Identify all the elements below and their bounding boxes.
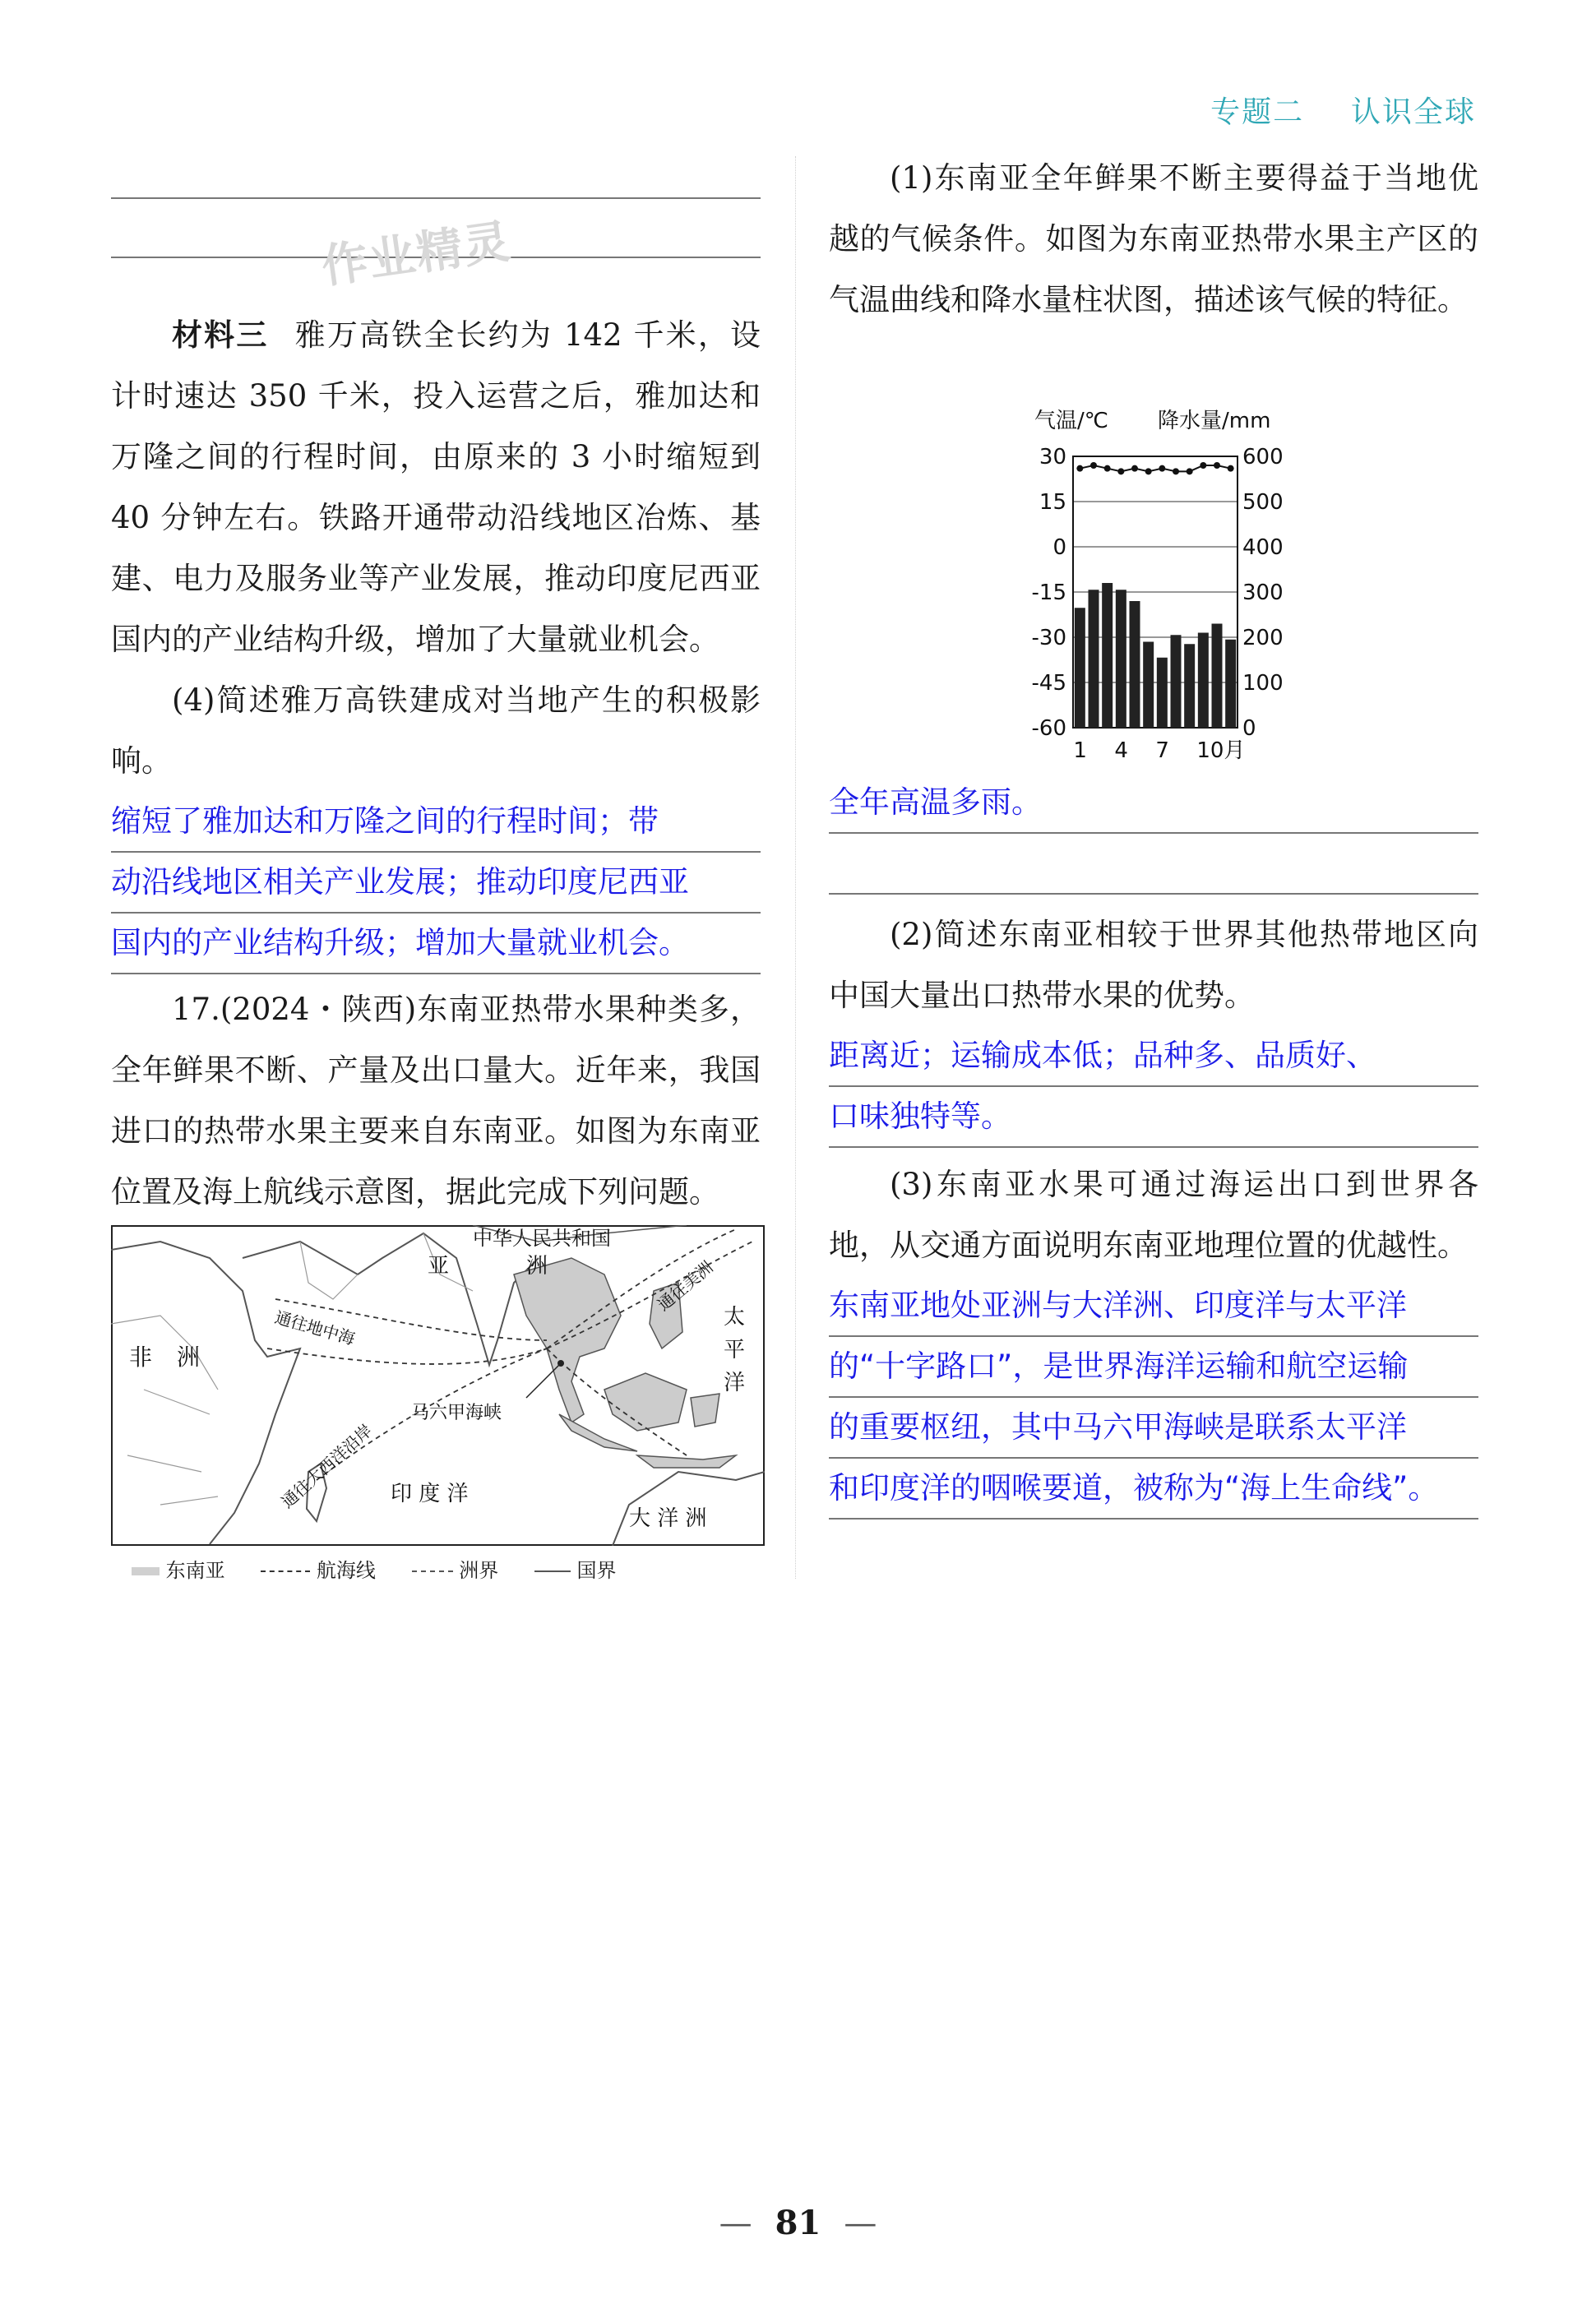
chart-x-tick-label: 4 — [1114, 738, 1128, 763]
answer-line: 的重要枢纽，其中马六甲海峡是联系太平洋 — [829, 1398, 1478, 1459]
label-to-mediterranean: 通往地中海 — [272, 1307, 358, 1349]
legend-swatch-shade — [132, 1567, 160, 1575]
question-4: (4)简述雅万高铁建成对当地产生的积极影响。 — [111, 682, 761, 779]
label-malacca: 马六甲海峡 — [411, 1403, 502, 1423]
material-paragraph — [111, 304, 761, 670]
label-africa-2: 洲 — [177, 1344, 201, 1371]
chart-bar — [1143, 642, 1154, 729]
chart-bar — [1116, 590, 1126, 728]
legend-country-border: 国界 — [576, 1559, 617, 1582]
label-indian-ocean: 印 度 洋 — [391, 1482, 469, 1506]
chart-point — [1104, 465, 1111, 472]
page-number-value: 81 — [775, 2204, 821, 2242]
material-text: 雅万高铁全长约为 142 千米，设计时速达 350 千米，投入运营之后，雅加达和万隆之间的行程时间，由原来的 3 小时缩短到 40 分钟左右。铁路开通带动沿线地区冶炼、基建、电力及服务业等产业发展，推动印度尼西亚国内的产业结构升级，增加了大量就业机会。 — [111, 317, 761, 657]
map-legend — [132, 1554, 616, 1583]
legend-continent-border: 洲界 — [459, 1559, 499, 1582]
label-asia-1: 亚 — [428, 1254, 450, 1279]
chart-bar — [1102, 583, 1113, 728]
chart-bar — [1089, 590, 1099, 728]
right-column-top — [829, 148, 1478, 331]
chart-x-tick-label: 1 — [1073, 738, 1087, 763]
chart-temperature-line — [1080, 465, 1230, 471]
legend-swatch-continent — [412, 1570, 453, 1572]
page-header — [1210, 89, 1476, 131]
chart-point — [1145, 468, 1152, 474]
legend-swatch-country — [534, 1570, 571, 1572]
chart-tick-label-left: 0 — [1052, 535, 1066, 560]
legend-shipping: 航海线 — [316, 1559, 376, 1582]
chart-bar — [1157, 658, 1168, 728]
chart-point — [1200, 462, 1206, 469]
chart-bar — [1075, 608, 1085, 728]
climate-chart-svg — [1011, 403, 1307, 769]
label-to-atlantic: 通往大西洋沿岸 — [277, 1420, 377, 1512]
answer-line: 东南亚地处亚洲与大洋洲、印度洋与太平洋 — [829, 1276, 1478, 1337]
chart-tick-label-left: -30 — [1031, 626, 1066, 650]
column-divider — [795, 156, 796, 1579]
label-pacific-2: 平 — [724, 1338, 746, 1362]
answer-3 — [829, 1276, 1478, 1520]
answer-blank-line — [111, 164, 761, 199]
legend-swatch-dashed — [261, 1570, 310, 1572]
answer-2 — [829, 1026, 1478, 1148]
answer-blank-line — [829, 834, 1478, 895]
label-pacific-1: 太 — [724, 1305, 746, 1330]
answer-line: 口味独特等。 — [829, 1087, 1478, 1148]
chart-bar — [1198, 633, 1209, 729]
answer-4 — [111, 792, 761, 974]
southeast-asia-map — [111, 1225, 765, 1546]
chart-tick-label-left: -15 — [1031, 581, 1066, 605]
chart-point — [1173, 468, 1179, 474]
answer-line: 缩短了雅加达和万隆之间的行程时间；带 — [111, 792, 761, 853]
question-3: (3)东南亚水果可通过海运出口到世界各地，从交通方面说明东南亚地理位置的优越性。 — [829, 1167, 1478, 1263]
map-graphic — [111, 1225, 765, 1546]
chart-point — [1090, 462, 1097, 469]
answer-line: 的“十字路口”，是世界海洋运输和航空运输 — [829, 1337, 1478, 1398]
chart-tick-label-left: -45 — [1031, 671, 1066, 696]
chart-tick-label-right: 500 — [1242, 490, 1284, 515]
label-pacific-3: 洋 — [724, 1371, 746, 1395]
watermark: 作业精灵 — [318, 215, 516, 294]
answer-line: 动沿线地区相关产业发展；推动印度尼西亚 — [111, 853, 761, 914]
chart-x-tick-label: 7 — [1155, 738, 1169, 763]
label-oceania: 大 洋 洲 — [629, 1506, 707, 1531]
chart-tick-label-left: -60 — [1031, 716, 1066, 741]
chart-point — [1187, 468, 1193, 474]
answer-line: 距离近；运输成本低；品种多、品质好、 — [829, 1026, 1478, 1087]
material-label: 材料三 — [172, 317, 269, 353]
chart-tick-label-left: 15 — [1039, 490, 1066, 515]
chart-tick-label-right: 300 — [1242, 581, 1284, 605]
chart-bar — [1130, 601, 1140, 728]
page-number: — 81 — — [719, 2204, 877, 2242]
chart-bar — [1225, 640, 1236, 728]
label-asia-2: 洲 — [526, 1254, 548, 1279]
chart-ylabel-left: 气温/℃ — [1034, 409, 1108, 433]
chart-x-tick-label: 10月 — [1196, 738, 1246, 763]
chart-tick-label-right: 200 — [1242, 626, 1284, 650]
climate-chart — [1011, 403, 1307, 769]
chart-point — [1076, 465, 1083, 472]
answer-line: 和印度洋的咽喉要道，被称为“海上生命线”。 — [829, 1459, 1478, 1520]
right-column-bottom — [829, 773, 1478, 1520]
label-to-america: 通往美洲 — [653, 1257, 717, 1315]
question-17: 17.(2024・陕西)东南亚热带水果种类多，全年鲜果不断、产量及出口量大。近年来，我国进口的热带水果主要来自东南亚。如图为东南亚位置及海上航线示意图，据此完成下列问题。 — [111, 992, 761, 1210]
label-china: 中华人民共和国 — [473, 1227, 611, 1250]
chart-point — [1214, 462, 1220, 469]
chart-tick-label-left: 30 — [1039, 445, 1066, 470]
chart-point — [1131, 465, 1138, 472]
chart-tick-label-right: 0 — [1242, 716, 1256, 741]
answer-1: 全年高温多雨。 — [829, 773, 1478, 834]
chart-point — [1159, 465, 1165, 472]
section-label: 专题二 — [1210, 95, 1305, 129]
chart-ylabel-right: 降水量/mm — [1158, 409, 1271, 433]
legend-southeast-asia: 东南亚 — [165, 1559, 225, 1582]
chart-bar — [1184, 644, 1195, 728]
chart-tick-label-right: 100 — [1242, 671, 1284, 696]
question-1: (1)东南亚全年鲜果不断主要得益于当地优越的气候条件。如图为东南亚热带水果主产区的气温曲线和降水量柱状图，描述该气候的特征。 — [829, 160, 1478, 317]
chart-point — [1228, 465, 1234, 472]
answer-line: 国内的产业结构升级；增加大量就业机会。 — [111, 914, 761, 974]
label-africa-1: 非 — [129, 1344, 153, 1371]
section-title: 认识全球 — [1350, 95, 1476, 129]
chart-tick-label-right: 600 — [1242, 445, 1284, 470]
chart-bar — [1212, 624, 1223, 729]
material-three — [111, 304, 761, 1223]
chart-bar — [1171, 635, 1182, 728]
question-2: (2)简述东南亚相较于世界其他热带地区向中国大量出口热带水果的优势。 — [829, 917, 1478, 1013]
chart-tick-label-right: 400 — [1242, 535, 1284, 560]
chart-point — [1117, 468, 1124, 474]
